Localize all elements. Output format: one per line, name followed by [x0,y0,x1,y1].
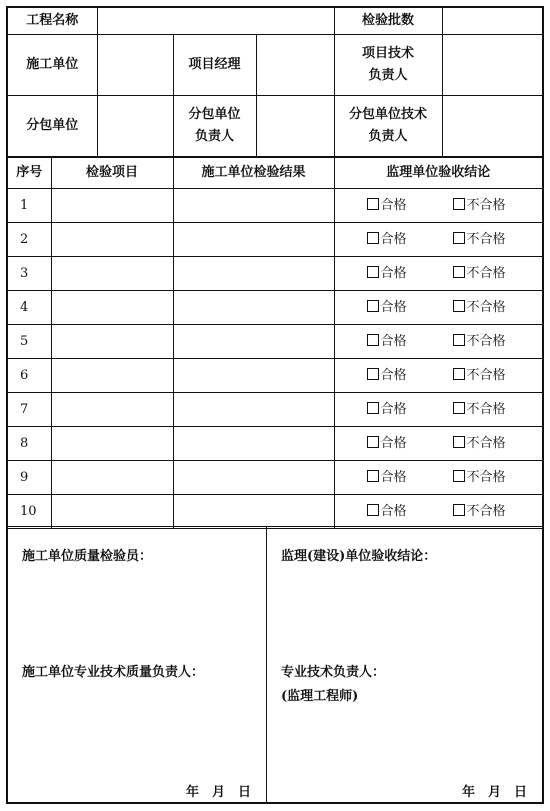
fail-label: 不合格 [466,435,506,451]
fail-option[interactable] [453,433,506,455]
table-row [8,325,542,359]
pass-checkbox[interactable] [367,198,379,210]
construction-unit-label: 施工单位 [8,35,97,96]
supervision-signature-panel [267,527,542,803]
pass-checkbox[interactable] [367,334,379,346]
row-result-field[interactable] [173,257,334,291]
pass-checkbox[interactable] [367,470,379,482]
project-manager-label: 项目经理 [173,35,256,96]
row-result-field[interactable] [173,189,334,223]
project-manager-field[interactable] [256,35,334,96]
pass-label: 合格 [380,197,407,213]
fail-option[interactable] [453,297,506,319]
pass-option[interactable] [367,399,453,421]
pass-label: 合格 [380,231,407,247]
pass-option[interactable] [367,229,453,251]
fail-label: 不合格 [466,367,506,383]
tech-quality-lead-label: 施工单位专业技术质量负责人： [22,665,205,680]
pass-option[interactable] [367,331,453,353]
row-conclusion [334,359,542,393]
row-result-field[interactable] [173,393,334,427]
row-conclusion [334,325,542,359]
inspection-batch-label: 检验批数 [334,8,442,35]
fail-checkbox[interactable] [453,232,465,244]
supervising-engineer-label: (监理工程师) [281,689,359,704]
fail-label: 不合格 [466,231,506,247]
pass-checkbox[interactable] [367,232,379,244]
pass-label: 合格 [380,401,407,417]
pass-option[interactable] [367,467,453,489]
row-seq: 9 [8,461,51,495]
professional-tech-lead-label: 专业技术负责人： [281,665,386,680]
subcontract-unit-field[interactable] [97,96,173,157]
row-result-field[interactable] [173,495,334,529]
fail-label: 不合格 [466,197,506,213]
row-result-field[interactable] [173,291,334,325]
sub-tech-lead-label-line2: 负责人 [368,129,408,144]
pass-checkbox[interactable] [367,300,379,312]
table-row [8,393,542,427]
col-seq-header: 序号 [8,158,51,189]
row-item-field[interactable] [51,223,173,257]
row-conclusion [334,189,542,223]
row-item-field[interactable] [51,325,173,359]
pass-label: 合格 [380,503,407,519]
fail-option[interactable] [453,331,506,353]
fail-option[interactable] [453,195,506,217]
inspection-form [6,6,544,804]
row-result-field[interactable] [173,223,334,257]
row-result-field[interactable] [173,461,334,495]
table-row [8,223,542,257]
pass-option[interactable] [367,297,453,319]
fail-checkbox[interactable] [453,504,465,516]
pass-label: 合格 [380,367,407,383]
col-item-header: 检验项目 [51,158,173,189]
fail-checkbox[interactable] [453,300,465,312]
row-result-field[interactable] [173,359,334,393]
pass-label: 合格 [380,299,407,315]
fail-option[interactable] [453,229,506,251]
row-seq: 3 [8,257,51,291]
row-seq: 7 [8,393,51,427]
fail-checkbox[interactable] [453,368,465,380]
col-result-header: 施工单位检验结果 [173,158,334,189]
table-row [8,461,542,495]
table-row [8,257,542,291]
pass-option[interactable] [367,501,453,523]
pass-label: 合格 [380,435,407,451]
row-seq: 5 [8,325,51,359]
row-item-field[interactable] [51,291,173,325]
construction-unit-field[interactable] [97,35,173,96]
fail-checkbox[interactable] [453,198,465,210]
row-conclusion [334,257,542,291]
col-conclusion-header: 监理单位验收结论 [334,158,542,189]
pass-checkbox[interactable] [367,436,379,448]
form-header-table [8,8,542,157]
fail-label: 不合格 [466,469,506,485]
fail-label: 不合格 [466,333,506,349]
row-result-field[interactable] [173,427,334,461]
sub-tech-lead-label-line1: 分包单位技术 [349,107,428,122]
row-item-field[interactable] [51,427,173,461]
pass-checkbox[interactable] [367,266,379,278]
tech-lead-label-line1: 项目技术 [362,46,415,61]
inspection-items-table [8,157,542,529]
tech-lead-label-line2: 负责人 [368,68,408,83]
row-seq: 10 [8,495,51,529]
row-item-field[interactable] [51,359,173,393]
subcontract-unit-label: 分包单位 [8,96,97,157]
pass-option[interactable] [367,263,453,285]
pass-checkbox[interactable] [367,368,379,380]
table-row [8,359,542,393]
item-rows [8,189,542,529]
row-item-field[interactable] [51,257,173,291]
fail-option[interactable] [453,399,506,421]
construction-date-label: 年 月 日 [186,785,252,800]
row-result-field[interactable] [173,325,334,359]
row-conclusion [334,461,542,495]
fail-checkbox[interactable] [453,266,465,278]
table-row [8,427,542,461]
sub-lead-label-line1: 分包单位 [188,107,241,122]
sub-lead-field[interactable] [256,96,334,157]
pass-label: 合格 [380,265,407,281]
row-seq: 1 [8,189,51,223]
fail-option[interactable] [453,263,506,285]
row-item-field[interactable] [51,393,173,427]
fail-label: 不合格 [466,265,506,281]
row-item-field[interactable] [51,495,173,529]
row-conclusion [334,393,542,427]
row-conclusion [334,427,542,461]
project-name-label: 工程名称 [8,8,97,35]
fail-option[interactable] [453,501,506,523]
fail-checkbox[interactable] [453,436,465,448]
supervision-conclusion-label: 监理(建设)单位验收结论： [281,549,437,564]
pass-checkbox[interactable] [367,504,379,516]
tech-lead-field[interactable] [442,35,542,96]
pass-checkbox[interactable] [367,402,379,414]
fail-label: 不合格 [466,503,506,519]
sub-tech-lead-label [334,96,442,157]
row-seq: 6 [8,359,51,393]
sub-tech-lead-field[interactable] [442,96,542,157]
supervision-date-label: 年 月 日 [462,785,528,800]
row-item-field[interactable] [51,189,173,223]
row-item-field[interactable] [51,461,173,495]
fail-checkbox[interactable] [453,334,465,346]
tech-lead-label [334,35,442,96]
row-conclusion [334,495,542,529]
construction-signature-panel [8,527,267,803]
fail-checkbox[interactable] [453,470,465,482]
sub-lead-label [173,96,256,157]
row-seq: 8 [8,427,51,461]
quality-inspector-label: 施工单位质量检验员： [22,549,153,564]
row-seq: 4 [8,291,51,325]
table-row [8,291,542,325]
row-conclusion [334,223,542,257]
fail-option[interactable] [453,365,506,387]
inspection-batch-field[interactable] [442,8,542,35]
table-row [8,495,542,529]
row-seq: 2 [8,223,51,257]
project-name-field[interactable] [97,8,334,35]
pass-label: 合格 [380,469,407,485]
fail-option[interactable] [453,467,506,489]
pass-label: 合格 [380,333,407,349]
fail-checkbox[interactable] [453,402,465,414]
table-row [8,189,542,223]
sub-lead-label-line2: 负责人 [194,129,234,144]
pass-option[interactable] [367,365,453,387]
fail-label: 不合格 [466,299,506,315]
row-conclusion [334,291,542,325]
signature-section [8,526,542,803]
pass-option[interactable] [367,195,453,217]
fail-label: 不合格 [466,401,506,417]
pass-option[interactable] [367,433,453,455]
